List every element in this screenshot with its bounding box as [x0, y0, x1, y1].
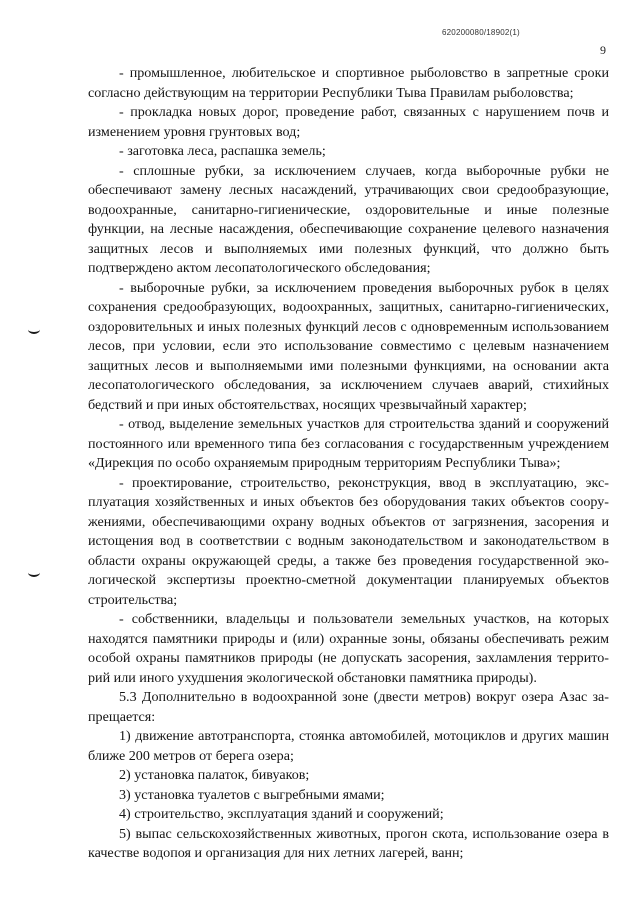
page-number: 9: [600, 43, 606, 57]
paragraph: - заготовка леса, распашка земель;: [119, 143, 326, 159]
paragraph: - промышленное, любительское и спортивное рыболовство в запретные сроки согласно действующим на территории Республики Тыва Правилам рыболовства;: [88, 65, 609, 101]
list-item: 5) выпас сельскохозяйственных животных, прогон скота, использование озера в качестве водопоя и организация для них летних лагерей, ванн;: [88, 825, 609, 861]
section-heading: 5.3 Дополнительно в водоохранной зоне (двести метров) вокруг озера Азас запрещается:: [88, 689, 609, 725]
paragraph: - прокладка новых дорог, проведение работ, связанных с нарушением почв и изменением уровня грунтовых вод;: [88, 104, 609, 140]
document-id: 620200080/18902(1): [442, 28, 520, 37]
list-item: 2) установка палаток, бивуаков;: [119, 767, 310, 783]
paragraph: - выборочные рубки, за исключением проведения выборочных рубок в целях сохранения средообразующих, водоохранных, защитных, санитарно-гигиенических, оздоровительных и иных полезных функций лесов с одновременным использованием лесов, при условии, если это использование совместимо с целевым назначением защитных лесов и выполняемыми ими полезными функциями, на основании акта лесопатологического обследования, за исключением случаев аварий, стихийных бедствий и при иных обстоятельствах, носящих чрезвычайный характер;: [88, 279, 609, 413]
paragraph: - отвод, выделение земельных участков для строительства зданий и сооружений постоянного или временного типа без согласования с государственным учреждением «Дирекция по особо охраняемым природным территориям Республики Тыва»;: [88, 416, 609, 471]
list-item: 1) движение автотранспорта, стоянка автомобилей, мотоциклов и других машин ближе 200 метров от берега озера;: [88, 728, 609, 764]
margin-mark: [28, 568, 40, 577]
paragraph: - собственники, владельцы и пользователи земельных участков, на которых находятся памятники природы и (или) охранные зоны, обязаны обеспечивать режим особой охраны памятников природы (не допускать засорения, захламления территорий или иного ухудшения экологической обстановки памятника природы).: [88, 611, 609, 686]
document-body: [88, 64, 609, 864]
margin-mark: [28, 325, 40, 334]
paragraph: - сплошные рубки, за исключением случаев, когда выборочные рубки не обеспечивают замену лесных насаждений, утрачивающих свои средообразующие, водоохранные, санитарно-гигиенические, оздоровительные и иные полезные функции, на лесные насаждения, обеспечивающие сохранение целевого назначения защитных лесов и выполняемых ими полезных функций, что должно быть подтверждено актом лесопатологического обследования;: [88, 162, 609, 276]
list-item: 4) строительство, эксплуатация зданий и сооружений;: [119, 806, 444, 822]
paragraph: - проектирование, строительство, реконструкция, ввод в эксплуатацию, эксплуатация хозяйственных и иных объектов без оборудования таких объектов сооружениями, обеспечивающими охрану водных объектов от загрязнения, засорения и истощения вод в соответствии с водным законодательством и законодательством в области охраны окружающей среды, а также без проведения государственной экологической экспертизы проектно-сметной документации планируемых объектов строительства;: [88, 474, 609, 608]
list-item: 3) установка туалетов с выгребными ямами;: [119, 786, 385, 803]
